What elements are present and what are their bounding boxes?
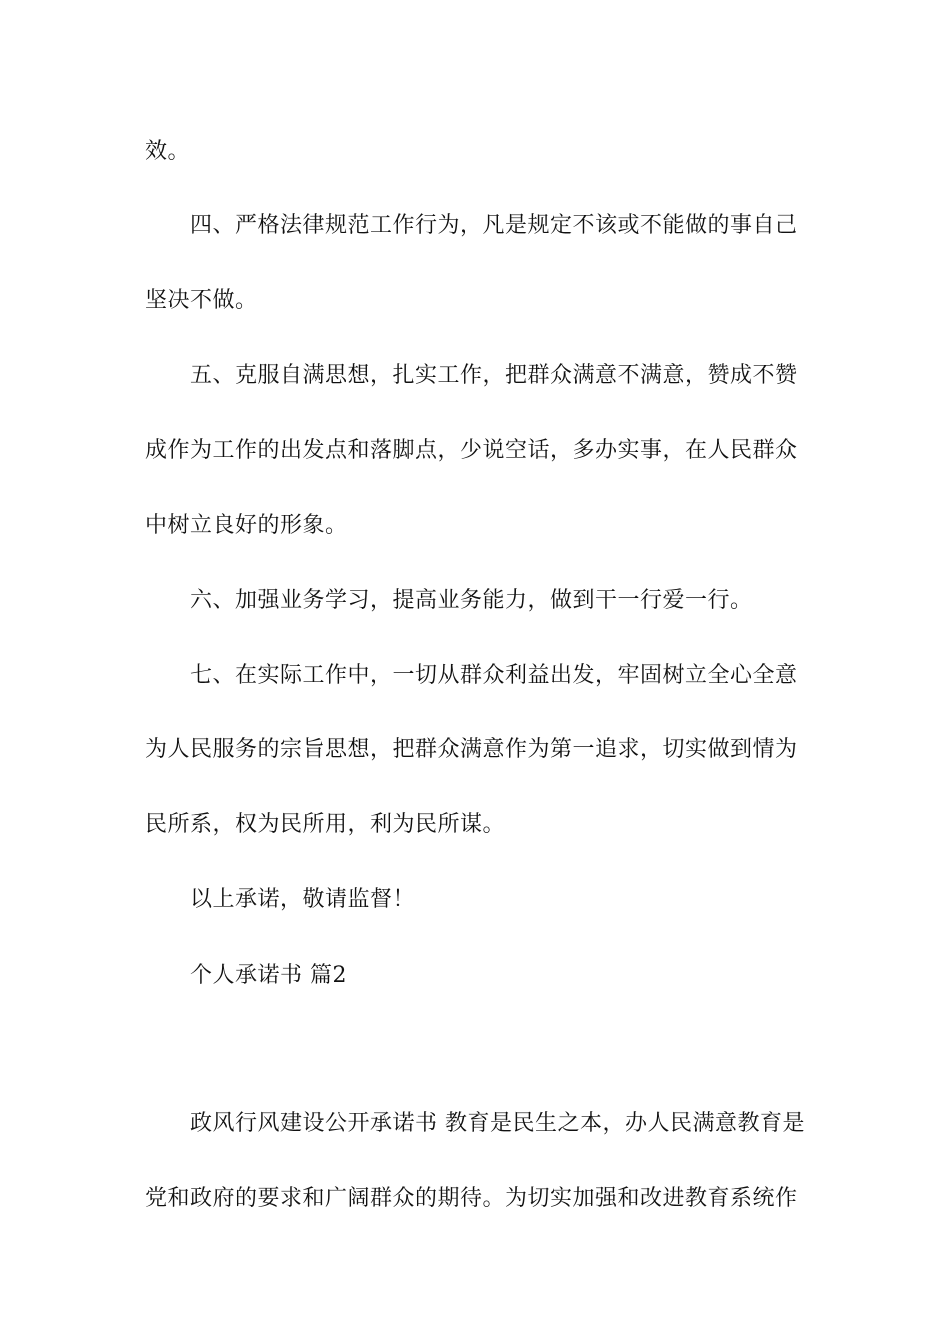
text-line: 以上承诺，敬请监督！ [190,887,416,912]
section-heading: 个人承诺书 篇2 [190,963,347,988]
text-line: 为人民服务的宗旨思想，把群众满意作为第一追求，切实做到情为 [145,737,798,762]
text-line: 五、克服自满思想，扎实工作，把群众满意不满意，赞成不赞 [190,363,798,388]
text-line: 民所系，权为民所用，利为民所谋。 [145,812,506,837]
text-line: 党和政府的要求和广阔群众的期待。为切实加强和改进教育系统作 [145,1186,798,1211]
text-line: 中树立良好的形象。 [145,513,348,538]
text-line: 政风行风建设公开承诺书 教育是民生之本，办人民满意教育是 [190,1111,805,1136]
text-line: 坚决不做。 [145,288,258,313]
text-line: 七、在实际工作中，一切从群众利益出发，牢固树立全心全意 [190,663,798,688]
text-line: 效。 [145,139,191,164]
text-line: 六、加强业务学习，提高业务能力，做到干一行爱一行。 [190,588,753,613]
text-line: 四、严格法律规范工作行为，凡是规定不该或不能做的事自己 [190,213,798,238]
text-line: 成作为工作的出发点和落脚点，少说空话，多办实事，在人民群众 [145,438,798,463]
